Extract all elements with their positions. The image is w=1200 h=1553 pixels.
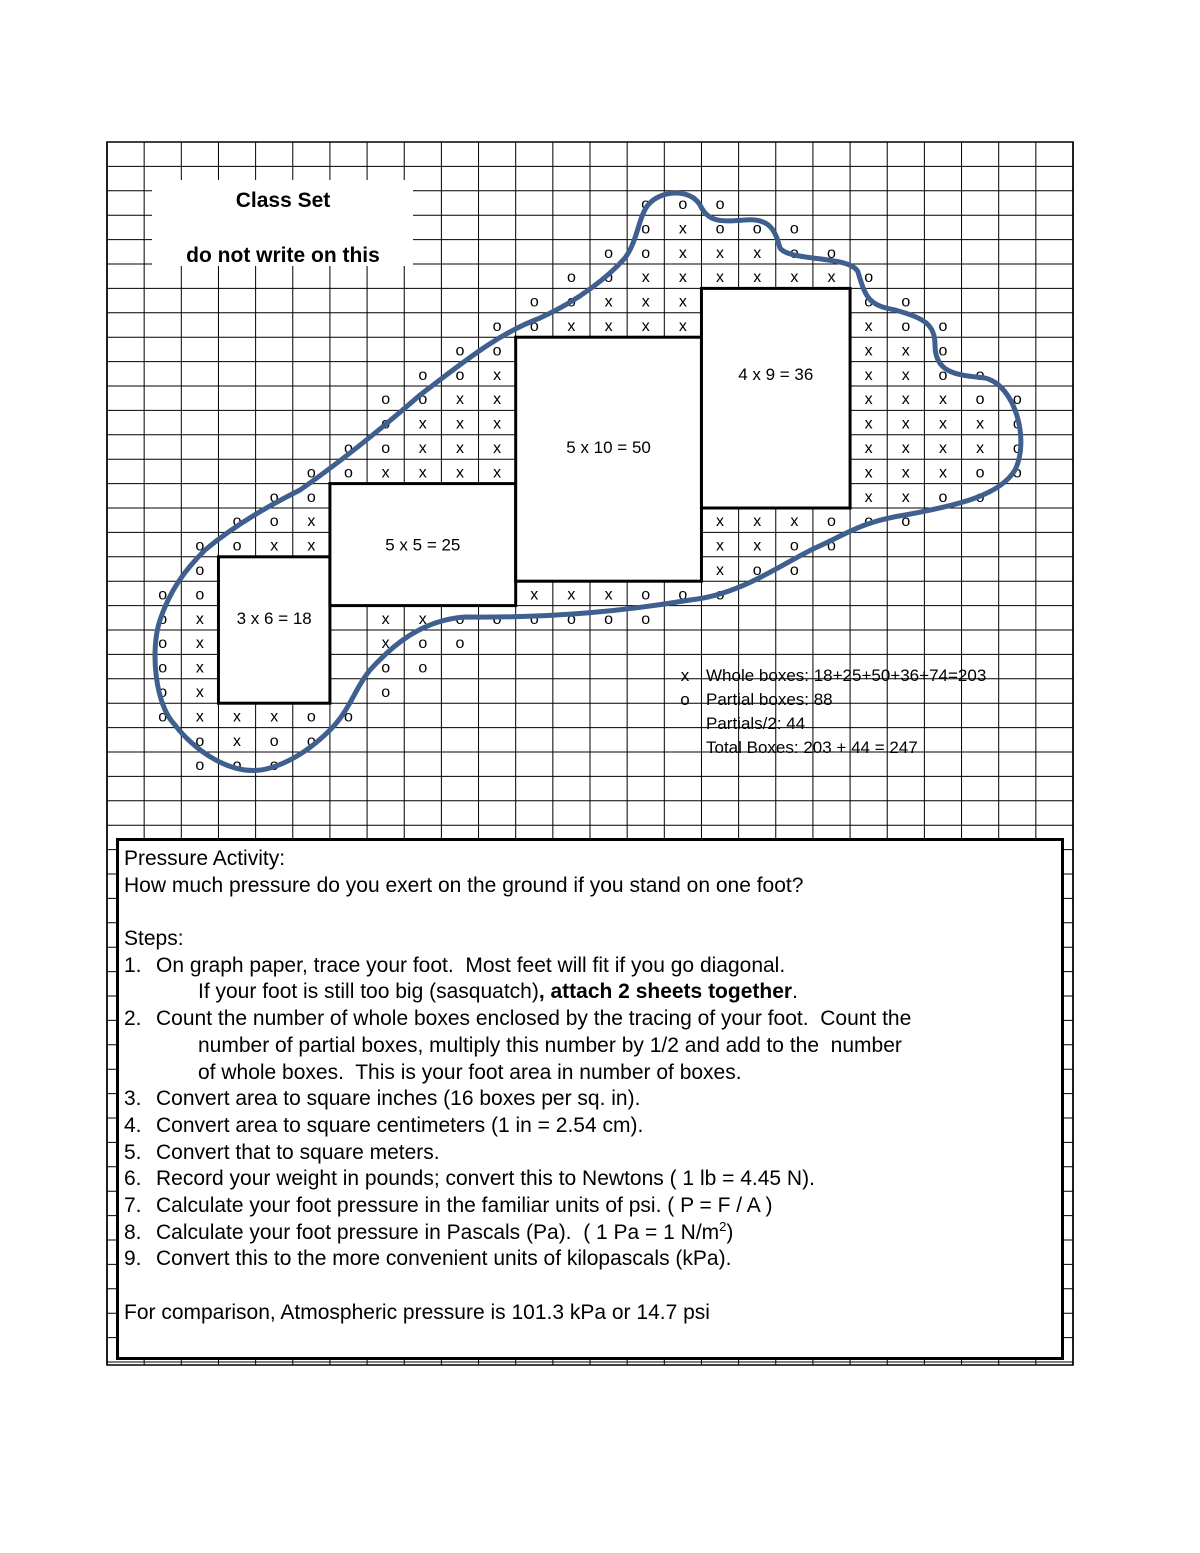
whole-box-mark: x <box>938 415 947 433</box>
step-7-text: Calculate your foot pressure in the familiar units of psi. ( P = F / A ) <box>156 1193 773 1217</box>
count-legend <box>680 666 986 757</box>
whole-box-mark: x <box>381 610 390 628</box>
step-4-number: 4. <box>124 1113 142 1137</box>
whole-box-mark: x <box>567 586 576 604</box>
whole-box-mark: x <box>233 708 242 726</box>
step-2-continued-2: of whole boxes. This is your foot area in number of boxes. <box>198 1060 742 1084</box>
whole-box-mark: x <box>901 440 910 457</box>
whole-box-mark: x <box>901 342 910 360</box>
whole-box-mark: x <box>604 318 613 335</box>
step-1-note-bold: , attach 2 sheets together <box>538 980 793 1004</box>
partial-box-mark: o <box>1012 440 1022 457</box>
partial-box-mark: o <box>195 732 205 750</box>
whole-box-mark: x <box>418 440 427 457</box>
whole-box-mark: x <box>864 488 873 506</box>
partial-box-mark: o <box>604 269 614 287</box>
whole-box-mark: x <box>493 415 502 433</box>
partial-box-mark: o <box>715 220 725 238</box>
partial-box-mark: o <box>641 220 651 238</box>
step-8-number: 8. <box>124 1220 142 1244</box>
partial-box-mark: o <box>715 196 725 213</box>
partial-box-mark: o <box>195 586 205 604</box>
partial-box-mark: o <box>975 464 985 482</box>
step-6-text: Record your weight in pounds; convert this to Newtons ( 1 lb = 4.45 N). <box>156 1167 815 1191</box>
activity-heading: Pressure Activity: <box>124 847 286 870</box>
whole-box-mark: x <box>641 318 650 335</box>
whole-box-mark: x <box>716 562 725 579</box>
partial-box-mark: o <box>789 562 799 579</box>
block-label: 5 x 10 = 50 <box>566 438 651 457</box>
block-fill <box>701 288 850 508</box>
partial-box-mark: o <box>492 342 502 360</box>
partial-box-mark: o <box>306 732 316 750</box>
whole-box-mark: x <box>604 586 613 604</box>
step-8 <box>124 1220 1055 1247</box>
partial-box-mark: o <box>418 366 428 384</box>
partial-box-mark: o <box>864 513 874 531</box>
whole-box-mark: x <box>195 659 204 677</box>
whole-box-mark: x <box>604 293 613 311</box>
partial-box-mark: o <box>1012 391 1022 409</box>
step-5 <box>124 1140 1055 1167</box>
step-7-number: 7. <box>124 1193 142 1217</box>
legend-o-symbol: o <box>680 690 690 709</box>
partial-box-mark: o <box>381 440 391 457</box>
partial-box-mark: o <box>158 708 168 726</box>
step-9 <box>124 1246 1055 1273</box>
partial-box-mark: o <box>158 610 168 628</box>
partial-box-mark: o <box>492 610 502 628</box>
whole-box-mark: x <box>753 537 762 555</box>
partial-box-mark: o <box>641 586 651 604</box>
partial-box-mark: o <box>975 391 985 409</box>
blank-line <box>124 1273 1055 1300</box>
partial-box-mark: o <box>678 196 688 213</box>
partial-box-mark: o <box>158 635 168 653</box>
whole-box-mark: x <box>790 513 799 531</box>
step-6 <box>124 1166 1055 1193</box>
whole-box-mark: x <box>530 586 539 604</box>
partial-box-mark: o <box>827 244 836 262</box>
comparison-note: For comparison, Atmospheric pressure is 101.3 kPa or 14.7 psi <box>124 1300 710 1324</box>
step-6-number: 6. <box>124 1167 142 1191</box>
partial-box-mark: o <box>158 659 168 677</box>
partial-box-mark: o <box>864 269 874 287</box>
legend-partial-boxes: Partial boxes: 88 <box>706 690 833 709</box>
step-2-continued: number of partial boxes, multiply this number by 1/2 and add to the number <box>198 1033 902 1057</box>
partial-box-mark: o <box>306 708 316 726</box>
partial-box-mark: o <box>975 488 985 506</box>
activity-question: How much pressure do you exert on the ground if you stand on one foot? <box>124 873 804 897</box>
partial-box-mark: o <box>455 635 465 653</box>
whole-box-mark: x <box>753 269 762 287</box>
whole-box-mark: x <box>678 244 687 262</box>
partial-box-mark: o <box>492 318 502 335</box>
partial-box-mark: o <box>752 220 762 238</box>
whole-box-mark: x <box>716 513 725 531</box>
whole-box-mark: x <box>493 464 502 482</box>
step-2 <box>124 1006 1055 1033</box>
partial-box-mark: o <box>418 635 428 653</box>
step-8-text: Calculate your foot pressure in Pascals (Pa). ( 1 Pa = 1 N/m <box>156 1220 720 1244</box>
whole-box-mark: x <box>901 464 910 482</box>
whole-box-mark: x <box>270 708 279 726</box>
partial-box-mark: o <box>566 293 576 311</box>
step-3-text: Convert area to square inches (16 boxes per sq. in). <box>156 1087 641 1111</box>
whole-box-mark: x <box>716 244 725 262</box>
whole-box-mark: x <box>864 440 873 457</box>
partial-box-mark: o <box>306 488 316 506</box>
partial-box-mark: o <box>827 537 836 555</box>
step-1-note: If your foot is still too big (sasquatch) <box>198 980 539 1004</box>
step-5-number: 5. <box>124 1140 142 1164</box>
partial-box-mark: o <box>901 513 911 531</box>
whole-box-mark: x <box>493 366 502 384</box>
partial-box-mark: o <box>418 659 428 677</box>
step-4 <box>124 1113 1055 1140</box>
partial-box-mark: o <box>195 537 205 555</box>
whole-box-mark: x <box>678 293 687 311</box>
partial-box-mark: o <box>938 342 948 360</box>
step-8-superscript: 2 <box>719 1218 727 1234</box>
step-2-number: 2. <box>124 1007 142 1031</box>
whole-box-mark: x <box>418 415 427 433</box>
whole-box-mark: x <box>716 269 725 287</box>
partial-box-mark: o <box>455 610 465 628</box>
whole-box-mark: x <box>864 366 873 384</box>
whole-box-mark: x <box>233 732 242 750</box>
whole-box-mark: x <box>195 708 204 726</box>
partial-box-mark: o <box>195 757 205 775</box>
partial-box-mark: o <box>566 610 576 628</box>
whole-box-mark: x <box>641 293 650 311</box>
partial-box-mark: o <box>641 244 651 262</box>
partial-box-mark: o <box>344 440 353 457</box>
partial-box-mark: o <box>344 708 353 726</box>
partial-box-mark: o <box>529 610 539 628</box>
partial-box-mark: o <box>455 342 465 360</box>
partial-box-mark: o <box>1012 464 1022 482</box>
partial-box-mark: o <box>938 488 948 506</box>
whole-box-mark: x <box>678 220 687 238</box>
partial-box-mark: o <box>715 586 725 604</box>
whole-box-mark: x <box>195 610 204 628</box>
step-5-text: Convert that to square meters. <box>156 1140 440 1164</box>
whole-box-mark: x <box>901 415 910 433</box>
whole-box-mark: x <box>976 440 985 457</box>
partial-box-mark: o <box>604 610 614 628</box>
step-1 <box>124 953 1055 980</box>
partial-box-mark: o <box>344 464 353 482</box>
step-4-text: Convert area to square centimeters (1 in = 2.54 cm). <box>156 1113 644 1137</box>
partial-box-mark: o <box>827 513 836 531</box>
partial-box-mark: o <box>566 269 576 287</box>
partial-box-mark: o <box>195 562 205 579</box>
whole-box-mark: x <box>901 366 910 384</box>
whole-box-mark: x <box>678 318 687 335</box>
legend-partials-half: Partials/2: 44 <box>706 714 806 733</box>
partial-box-mark: o <box>641 610 651 628</box>
block-label: 5 x 5 = 25 <box>385 535 461 555</box>
instructions-text <box>124 846 1055 1326</box>
step-3 <box>124 1086 1055 1113</box>
partial-box-mark: o <box>381 684 391 701</box>
whole-box-mark: x <box>864 415 873 433</box>
partial-box-mark: o <box>269 732 279 750</box>
step-7 <box>124 1193 1055 1220</box>
partial-box-mark: o <box>381 391 391 409</box>
whole-box-mark: x <box>493 391 502 409</box>
step-9-number: 9. <box>124 1247 142 1271</box>
whole-box-mark: x <box>864 318 873 335</box>
whole-box-mark: x <box>790 269 799 287</box>
step-1-note-end: . <box>792 980 798 1004</box>
partial-box-mark: o <box>306 464 316 482</box>
step-8-text-end: ) <box>726 1220 734 1244</box>
partial-box-mark: o <box>455 366 465 384</box>
whole-box-mark: x <box>195 684 204 701</box>
step-9-text: Convert this to the more convenient units of kilopascals (kPa). <box>156 1247 732 1271</box>
legend-x-symbol: x <box>680 666 690 685</box>
banner-subtitle: do not write on this <box>186 244 380 267</box>
whole-box-mark: x <box>938 391 947 409</box>
partial-box-mark: o <box>901 318 911 335</box>
whole-box-mark: x <box>976 415 985 433</box>
whole-box-mark: x <box>307 513 316 531</box>
partial-box-mark: o <box>938 366 948 384</box>
whole-box-mark: x <box>678 269 687 287</box>
partial-box-mark: o <box>789 220 799 238</box>
partial-box-mark: o <box>381 659 391 677</box>
blank-line <box>124 899 1055 926</box>
whole-box-mark: x <box>381 635 390 653</box>
instructions-panel <box>116 838 1064 1360</box>
step-1-number: 1. <box>124 953 142 977</box>
step-1-text: On graph paper, trace your foot. Most feet will fit if you go diagonal. <box>156 953 786 977</box>
whole-box-mark: x <box>901 391 910 409</box>
partial-box-mark: o <box>1012 415 1022 433</box>
whole-box-mark: x <box>455 464 464 482</box>
whole-box-mark: x <box>455 415 464 433</box>
partial-box-mark: o <box>529 318 539 335</box>
whole-box-mark: x <box>493 440 502 457</box>
whole-box-mark: x <box>716 537 725 555</box>
whole-box-mark: x <box>418 610 427 628</box>
whole-box-mark: x <box>307 537 316 555</box>
whole-box-mark: x <box>641 269 650 287</box>
partial-box-mark: o <box>269 488 279 506</box>
partial-box-mark: o <box>232 537 242 555</box>
partial-box-mark: o <box>418 391 428 409</box>
whole-box-mark: x <box>270 537 279 555</box>
whole-box-mark: x <box>418 464 427 482</box>
partial-box-mark: o <box>158 684 168 701</box>
partial-box-mark: o <box>158 586 168 604</box>
legend-whole-boxes: Whole boxes: 18+25+50+36+74=203 <box>706 666 987 685</box>
step-2-text: Count the number of whole boxes enclosed by the tracing of your foot. Count the <box>156 1007 912 1031</box>
partial-box-mark: o <box>864 293 874 311</box>
whole-box-mark: x <box>901 488 910 506</box>
whole-box-mark: x <box>864 464 873 482</box>
step-3-number: 3. <box>124 1087 142 1111</box>
whole-box-mark: x <box>938 440 947 457</box>
block-fill <box>516 337 702 581</box>
partial-box-mark: o <box>641 196 651 213</box>
block-label: 4 x 9 = 36 <box>738 364 814 384</box>
whole-box-mark: x <box>567 318 576 335</box>
step-1-continued <box>124 979 1055 1006</box>
partial-box-mark: o <box>789 537 799 555</box>
partial-box-mark: o <box>752 562 762 579</box>
partial-box-mark: o <box>678 586 688 604</box>
whole-box-mark: x <box>864 391 873 409</box>
partial-box-mark: o <box>789 244 799 262</box>
block-label: 3 x 6 = 18 <box>236 608 312 628</box>
whole-box-mark: x <box>938 464 947 482</box>
whole-box-mark: x <box>753 513 762 531</box>
partial-box-mark: o <box>381 415 391 433</box>
partial-box-mark: o <box>232 757 242 775</box>
whole-box-mark: x <box>753 244 762 262</box>
banner-title: Class Set <box>235 189 331 212</box>
partial-box-mark: o <box>529 293 539 311</box>
whole-box-mark: x <box>381 464 390 482</box>
partial-box-mark: o <box>269 513 279 531</box>
block-fill <box>218 557 329 703</box>
partial-box-mark: o <box>975 366 985 384</box>
whole-box-mark: x <box>864 342 873 360</box>
whole-box-mark: x <box>455 391 464 409</box>
partial-box-mark: o <box>269 757 279 775</box>
partial-box-mark: o <box>232 513 242 531</box>
legend-total-boxes: Total Boxes: 203 + 44 = 247 <box>706 738 918 757</box>
whole-box-mark: x <box>195 635 204 653</box>
partial-box-mark: o <box>604 244 614 262</box>
partial-box-mark: o <box>901 293 911 311</box>
whole-box-mark: x <box>827 269 836 287</box>
partial-box-mark: o <box>938 318 948 335</box>
steps-label: Steps: <box>124 927 184 951</box>
whole-box-mark: x <box>455 440 464 457</box>
